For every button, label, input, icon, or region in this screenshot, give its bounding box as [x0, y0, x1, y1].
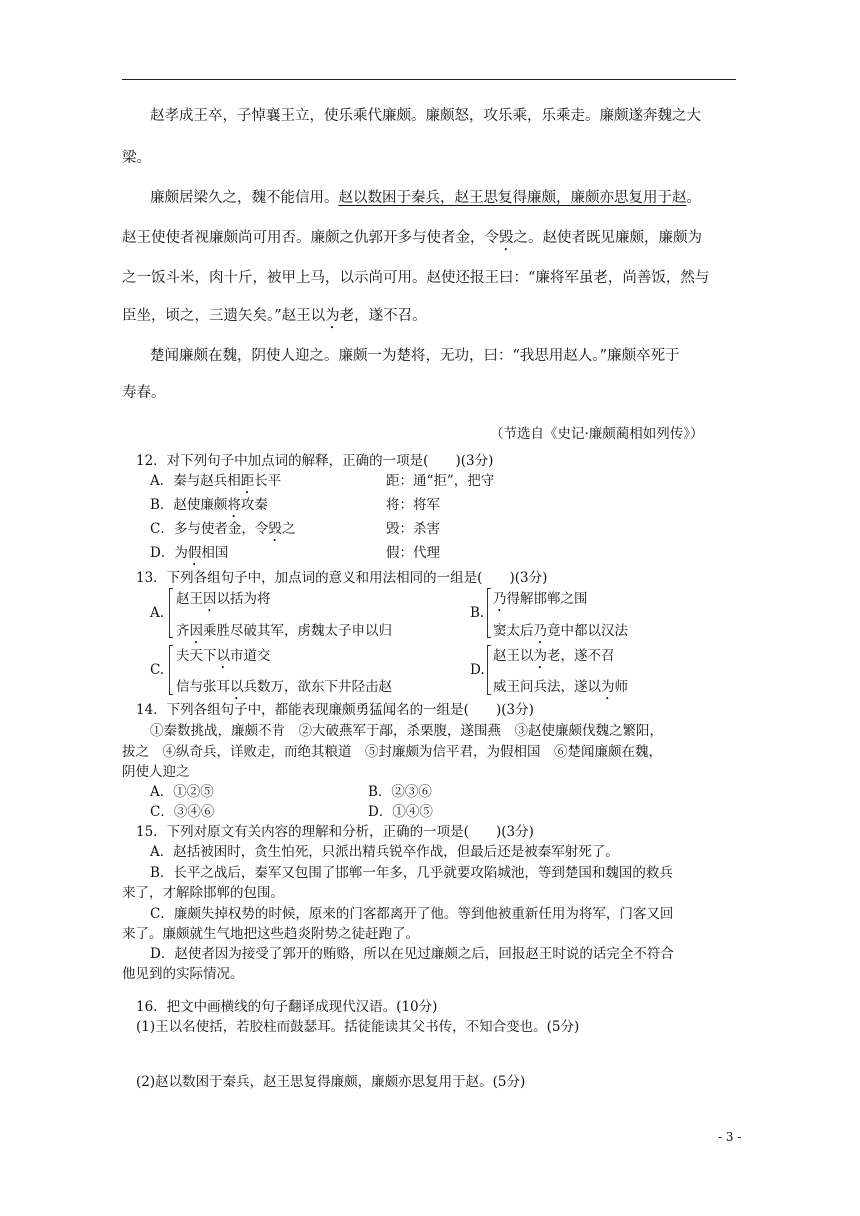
option-text: B．赵使廉颇	[150, 497, 228, 513]
option-text: 竟中都以汉法	[547, 623, 628, 639]
dotted-word: 以	[230, 679, 244, 695]
passage-p1-line2: 梁。	[122, 150, 151, 166]
q16-stem: 16．把文中画横线的句子翻译成现代汉语。(10分)	[136, 999, 438, 1015]
q13-stem: 13．下列各组句子中，加点词的意义和用法相同的一组是( )(3分)	[136, 570, 548, 586]
q16-sentence-2: (2)赵以数困于秦兵，赵王思复得廉颇，廉颇亦思复用于赵。(5分)	[136, 1074, 526, 1090]
q12-option-d	[150, 541, 228, 569]
q15-option-b1: B．长平之战后，秦军又包围了邯郸一年多，几乎就要攻陷城池，等到楚国和魏国的救兵	[150, 865, 673, 881]
option-text: 相国	[201, 545, 229, 561]
passage-text: 赵王使使者视廉颇尚可用否。廉颇之仇郭开多与使者金，令	[122, 230, 499, 246]
q15-option-d1: D．赵使者因为接受了郭开的贿赂，所以在见过廉颇之后，回报赵王时说的话完全不符合	[150, 946, 674, 962]
dotted-word: 毁	[499, 230, 514, 246]
passage-p3-line2: 寿春。	[122, 385, 166, 401]
q12-gloss-c: 毁：杀害	[386, 521, 440, 537]
q15-option-d2: 他见到的实际情况。	[122, 966, 244, 982]
q13-b-line2	[493, 619, 628, 647]
q12-gloss-a: 距：通“拒”，把守	[386, 473, 495, 489]
page-number: - 3 -	[718, 1130, 742, 1144]
passage-p2-line3: 之一饭斗米，肉十斤，被甲上马，以示尚可用。赵使还报王曰：“廉将军虽老，尚善饭，然与	[122, 270, 710, 286]
q14-line1: ①秦数挑战，廉颇不肯 ②大破燕军于鄗，杀栗腹，遂围燕 ③赵使廉颇伐魏之繁阳，	[150, 723, 663, 739]
passage-source: （节选自《史记·廉颇蔺相如列传》）	[490, 426, 704, 442]
option-text: 之	[281, 521, 296, 537]
q13-b-line1	[493, 587, 588, 615]
q15-option-c2: 来了。廉颇就生气地把这些趋炎附势之徒赶跑了。	[122, 926, 419, 942]
passage-text: 老，遂不召。	[339, 308, 427, 324]
option-text: 长平	[254, 473, 282, 489]
q12-gloss-b: 将：将军	[386, 497, 440, 513]
q13-brace-c	[169, 645, 174, 695]
q14-stem: 14．下列各组句子中，都能表现廉颇勇猛闻名的一组是( )(3分)	[136, 702, 534, 718]
option-text: 乘胜尽破其军，虏魏太子申以归	[203, 623, 392, 639]
dotted-word: 为	[601, 679, 615, 695]
q15-option-a: A．赵括被困时，贪生怕死，只派出精兵锐卒作战，但最后还是被秦军射死了。	[150, 844, 619, 860]
q14-option-b: B．②③⑥	[368, 784, 432, 800]
passage-text: 臣坐，顷之，三遗矢矣。”赵王以	[122, 308, 326, 324]
q15-option-c1: C．廉颇失掉权势的时候，原来的门客都离开了他。等到他被重新任用为将军，门客又回	[150, 906, 674, 922]
q14-line3: 阴使人迎之	[122, 764, 190, 780]
passage-p3-line1: 楚闻廉颇在魏，阴使人迎之。廉颇一为楚将，无功，曰：“我思用赵人。”廉颇卒死于	[150, 348, 680, 364]
option-text: A．秦与赵兵相	[150, 473, 241, 489]
passage-text: 廉颇居梁久之，魏不能信用。	[150, 190, 339, 206]
q15-stem: 15．下列对原文有关内容的理解和分析，正确的一项是( )(3分)	[136, 824, 534, 840]
q14-option-a: A．①②⑤	[150, 784, 214, 800]
q13-brace-d	[487, 645, 492, 695]
dotted-word: 距	[240, 473, 255, 489]
passage-text: 之。赵使者既见廉颇，廉颇为	[513, 230, 702, 246]
option-text: 信与张耳	[176, 679, 230, 695]
underlined-sentence: 赵以数困于秦兵，赵王思复得廉颇，廉颇亦思复用于赵	[338, 190, 687, 206]
option-text: 得解邯郸之围	[506, 591, 588, 607]
option-text: 窦太后	[493, 623, 534, 639]
q13-d-line1	[493, 644, 615, 672]
q13-brace-a	[169, 588, 174, 638]
dotted-word: 因	[189, 623, 203, 639]
q13-label-d: D.	[470, 662, 485, 678]
dotted-word: 将	[227, 497, 241, 513]
q13-a-line2	[176, 619, 392, 647]
q13-label-c: C.	[150, 662, 165, 678]
passage-p2-line2	[122, 226, 702, 254]
option-text: 老，遂不召	[547, 648, 615, 664]
option-text: 夫天下	[176, 648, 217, 664]
option-text: 市道交	[230, 648, 271, 664]
dotted-word: 为	[325, 308, 340, 324]
passage-p2-line4	[122, 304, 427, 332]
option-text: 师	[614, 679, 628, 695]
passage-p1-line1: 赵孝成王卒，子悼襄王立，使乐乘代廉颇。廉颇怒，攻乐乘，乐乘走。廉颇遂奔魏之大	[150, 108, 701, 124]
q15-option-b2: 来了，才解除邯郸的包围。	[122, 885, 284, 901]
q12-stem: 12．对下列句子中加点词的解释，正确的一项是( )(3分)	[136, 453, 494, 469]
dotted-word: 为	[533, 648, 547, 664]
dotted-word: 毁	[268, 521, 282, 537]
q14-line2: 拔之 ④纵奇兵，详败走，而绝其粮道 ⑤封廉颇为信平君，为假相国 ⑥楚闻廉颇在魏，	[122, 744, 662, 760]
dotted-word: 因	[203, 591, 217, 607]
passage-text: 。	[686, 190, 701, 206]
dotted-word: 假	[187, 545, 202, 561]
q14-option-c: C．③④⑥	[150, 804, 215, 820]
q13-label-b: B.	[470, 605, 485, 621]
passage-p2-line1	[150, 186, 701, 207]
option-text: 赵王以	[493, 648, 534, 664]
option-text: 威王问兵法，遂以	[493, 679, 601, 695]
header-rule	[122, 79, 736, 80]
dotted-word: 以	[216, 648, 230, 664]
q13-c-line1	[176, 644, 271, 672]
option-text: D．为	[150, 545, 188, 561]
option-text: 齐	[176, 623, 190, 639]
dotted-word: 乃	[493, 591, 507, 607]
option-text: 兵数万，欲东下井陉击赵	[243, 679, 392, 695]
q12-gloss-d: 假：代理	[386, 545, 440, 561]
q16-sentence-1: (1)王以名使括，若胶柱而鼓瑟耳。括徒能读其父书传，不知合变也。(5分)	[136, 1019, 580, 1035]
dotted-word: 乃	[533, 623, 547, 639]
q13-brace-b	[487, 588, 492, 638]
option-text: C．多与使者金，令	[150, 521, 269, 537]
option-text: 以括为将	[216, 591, 271, 607]
option-text: 攻秦	[240, 497, 268, 513]
q14-option-d: D．①④⑤	[368, 804, 433, 820]
q13-label-a: A.	[150, 605, 165, 621]
q13-a-line1	[176, 587, 271, 615]
option-text: 赵王	[176, 591, 203, 607]
